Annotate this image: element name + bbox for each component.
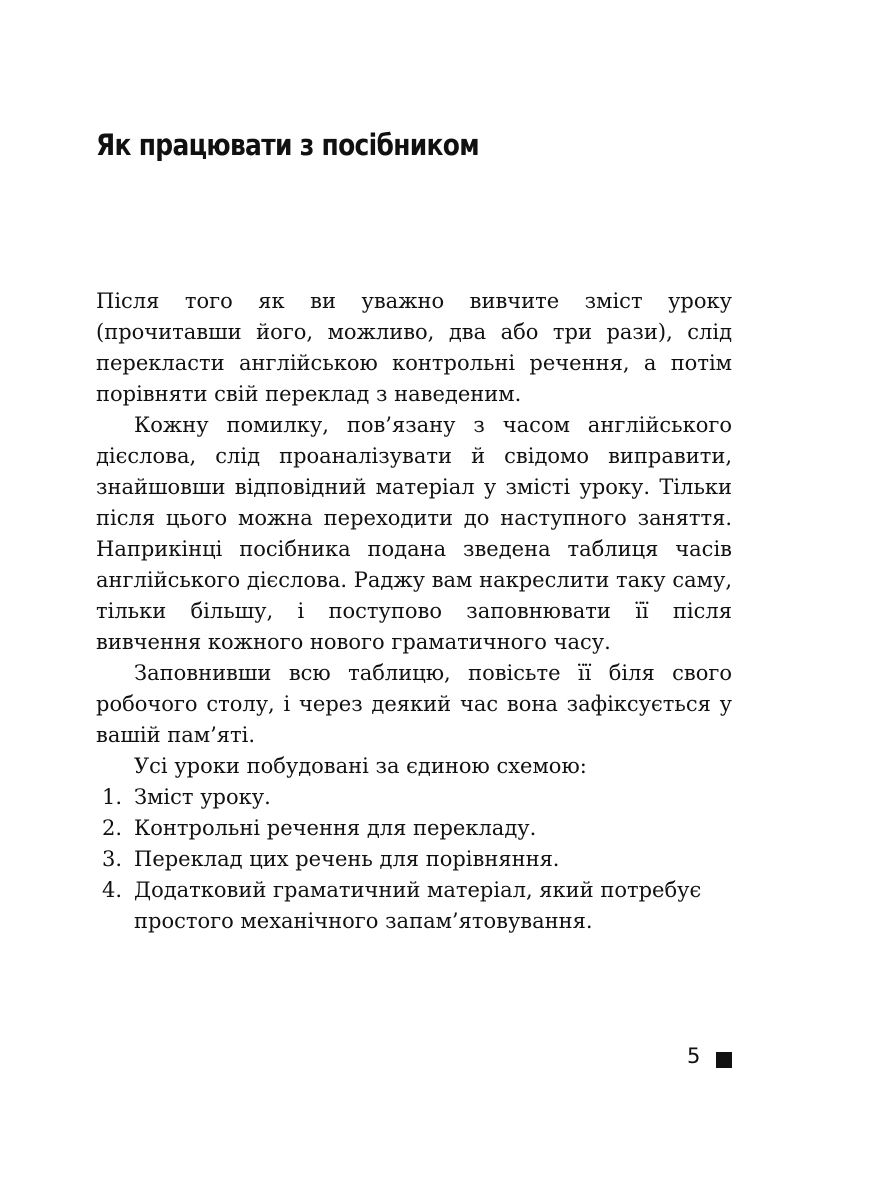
list-item-number: 2. (102, 816, 123, 840)
list-item (96, 782, 732, 813)
page-number: 5 (687, 1044, 701, 1068)
list-item-number: 1. (102, 785, 123, 809)
list-item (96, 844, 732, 875)
list-intro: Усі уроки побудовані за єдиною схемою: (134, 754, 587, 778)
lesson-structure-list (96, 782, 732, 937)
list-item-number: 3. (102, 847, 123, 871)
paragraph-2: Кожну помилку, пов’язану з часом англійського дієслова, слід проаналізувати й свідомо виправити, знайшовши відповідний матеріал у змісті уроку. Тільки після цього можна переходити до наступного заняття. Наприкінці посібника подана зведена таблиця часів англійського дієслова. Раджу вам накреслити таку саму, тільки більшу, і поступово заповнювати її після вивчення кожного нового граматичного часу. (96, 413, 732, 654)
list-item-text: Додатковий граматичний матеріал, який потребує простого механічного запам’ятовування. (134, 878, 702, 933)
list-item-text: Зміст уроку. (134, 785, 271, 809)
page-marker-square-icon (716, 1052, 732, 1068)
list-item-number: 4. (102, 878, 123, 902)
paragraph-1: Після того як ви уважно вивчите зміст уроку (прочитавши його, можливо, два або три рази), слід перекласти англійською контрольні речення, а потім порівняти свій переклад з наведеним. (96, 289, 732, 406)
paragraph-3: Заповнивши всю таблицю, повісьте її біля свого робочого столу, і через деякий час вона зафіксується у вашій пам’яті. (96, 661, 732, 747)
body-text (96, 286, 732, 937)
list-item (96, 875, 732, 937)
list-item (96, 813, 732, 844)
page-title: Як працювати з посібником (96, 128, 479, 162)
list-item-text: Переклад цих речень для порівняння. (134, 847, 560, 871)
list-item-text: Контрольні речення для перекладу. (134, 816, 537, 840)
